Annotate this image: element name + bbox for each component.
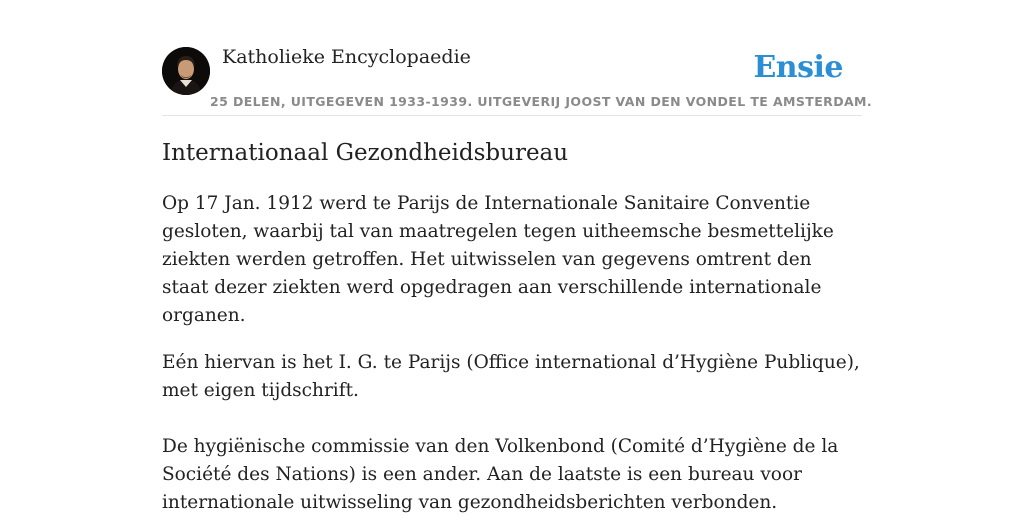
article-title: Internationaal Gezondheidsbureau (162, 140, 569, 166)
article-paragraph: Eén hiervan is het I. G. te Parijs (Office international d’Hygiène Publique), met eigen tijdschrift. (162, 352, 860, 401)
portrait-icon (162, 47, 210, 95)
article-paragraph: Op 17 Jan. 1912 werd te Parijs de Internationale Sanitaire Conventie gesloten, waarbij tal van maatregelen tegen uitheemsche besmettelijke ziekten werden getroffen. Het uitwisselen van gegevens omtrent den staat dezer ziekten werd opgedragen aan verschillende internationale organen. (162, 193, 834, 326)
article-body (162, 140, 862, 517)
article-paragraph: De hygiënische commissie van den Volkenbond (Comité d’Hygiène de la Société des Nations) is een ander. Aan de laatste is een bureau voor internationale uitwisseling van gezondheidsberichten verbonden. (162, 436, 839, 513)
source-subtitle: 25 DELEN, UITGEGEVEN 1933-1939. UITGEVERIJ JOOST VAN DEN VONDEL TE AMSTERDAM. (210, 94, 873, 109)
source-title[interactable]: Katholieke Encyclopaedie (222, 46, 471, 68)
source-avatar[interactable] (162, 47, 210, 95)
header-divider (162, 115, 862, 116)
ensie-logo[interactable]: Ensie (753, 50, 843, 85)
